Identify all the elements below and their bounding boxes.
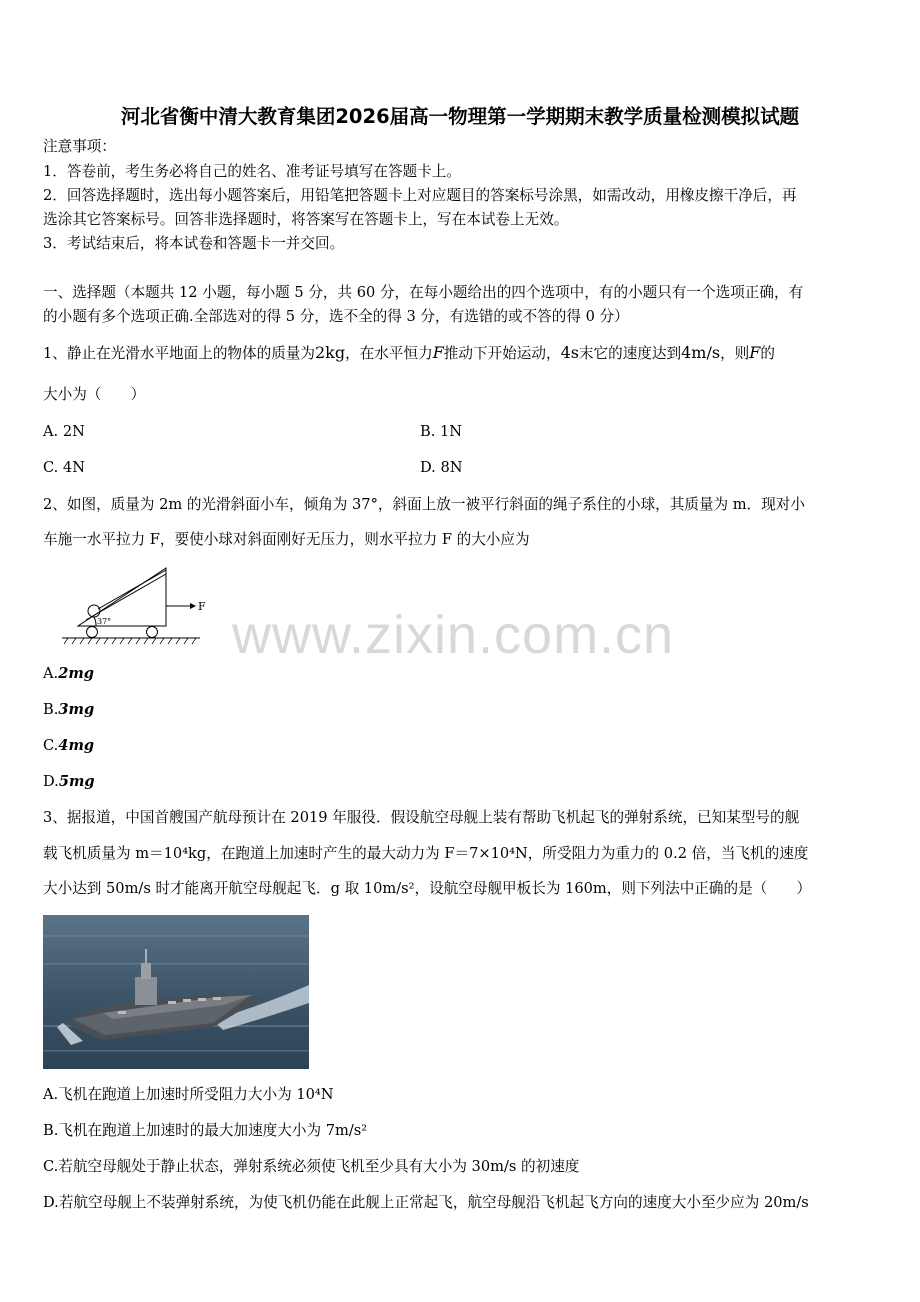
- q1-option-d: D. 8N: [420, 459, 463, 476]
- q1-force-2: F: [749, 343, 761, 362]
- incline-cart-figure: [60, 562, 220, 647]
- aircraft-carrier-photo: [43, 915, 309, 1069]
- q2-option-a: A.2mg: [43, 665, 94, 682]
- page-title: 河北省衡中清大教育集团2026届高一物理第一学期期末教学质量检测模拟试题: [120, 105, 800, 128]
- wheel-right: [147, 627, 158, 638]
- notice-item-1: 1．答卷前，考生务必将自己的姓名、准考证号填写在答题卡上。: [43, 163, 461, 180]
- q1-speed: 4m/s: [681, 343, 721, 362]
- angle-label: 37°: [97, 617, 112, 626]
- q1-text-a: 1、静止在光滑水平地面上的物体的质量为: [43, 345, 315, 362]
- q2-option-b: B.3mg: [43, 701, 95, 718]
- q1-option-b: B. 1N: [420, 423, 463, 440]
- q1-time: 4s: [560, 343, 579, 362]
- question-3-line-3: 大小达到 50m/s 时才能离开航空母舰起飞．g 取 10m/s²，设航空母舰甲板长为 160m，则下列法中正确的是（ ）: [43, 880, 812, 897]
- ground-hatch: [64, 638, 196, 644]
- q3-option-a: A.飞机在跑道上加速时所受阻力大小为 10⁴N: [43, 1086, 334, 1103]
- force-label: F: [198, 600, 206, 613]
- q2-option-d: D.5mg: [43, 773, 95, 790]
- rope: [98, 570, 166, 609]
- q1-mass: 2kg: [314, 343, 346, 362]
- force-arrowhead: [190, 603, 196, 609]
- watermark: www.zixin.com.cn: [232, 605, 675, 665]
- angle-arc: [94, 617, 96, 626]
- wheel-left: [87, 627, 98, 638]
- question-3-line-1: 3、据报道，中国首艘国产航母预计在 2019 年服役．假设航空母舰上装有帮助飞机起飞的弹射系统，已知某型号的舰: [43, 809, 800, 826]
- q1-text-c: 推动下开始运动，: [443, 345, 561, 362]
- question-2-line-2: 车施一水平拉力 F，要使小球对斜面刚好无压力，则水平拉力 F 的大小应为: [43, 531, 530, 548]
- notice-item-2: 2．回答选择题时，选出每小题答案后，用铅笔把答题卡上对应题目的答案标号涂黑，如需改动，用橡皮擦干净后，再: [43, 187, 797, 204]
- q1-text-b: ，在水平恒力: [345, 345, 433, 362]
- notice-heading: 注意事项：: [43, 138, 116, 155]
- section-instructions-2: 的小题有多个选项正确.全部选对的得 5 分，选不全的得 3 分，有选错的或不答的得 0 分）: [43, 308, 629, 325]
- q1-option-c: C. 4N: [43, 459, 85, 476]
- question-2-line-1: 2、如图，质量为 2m 的光滑斜面小车，倾角为 37°，斜面上放一被平行斜面的绳子系住的小球，其质量为 m．现对小: [43, 496, 805, 513]
- question-1-line-1: [43, 343, 775, 364]
- question-3-line-2: 载飞机质量为 m＝10⁴kg，在跑道上加速时产生的最大动力为 F＝7×10⁴N，所受阻力为重力的 0.2 倍，当飞机的速度: [43, 845, 809, 862]
- q1-text-d: 末它的速度达到: [578, 345, 682, 362]
- q1-text-f: 的: [760, 345, 775, 362]
- q3-option-d: D.若航空母舰上不装弹射系统，为使飞机仍能在此舰上正常起飞，航空母舰沿飞机起飞方向的速度大小至少应为 20m/s: [43, 1194, 809, 1211]
- q1-option-a: A. 2N: [43, 423, 85, 440]
- incline-inner-line: [86, 574, 166, 620]
- q1-force: F: [432, 343, 444, 362]
- question-1-line-2: 大小为（ ）: [43, 386, 146, 403]
- notice-item-3: 3．考试结束后，将本试卷和答题卡一并交回。: [43, 235, 345, 252]
- q3-option-b: B.飞机在跑道上加速时的最大加速度大小为 7m/s²: [43, 1122, 368, 1139]
- section-instructions-1: 一、选择题（本题共 12 小题，每小题 5 分，共 60 分，在每小题给出的四个选项中，有的小题只有一个选项正确，有: [43, 284, 804, 301]
- notice-item-2-cont: 选涂其它答案标号。回答非选择题时，将答案写在答题卡上，写在本试卷上无效。: [43, 211, 569, 228]
- q2-option-c: C.4mg: [43, 737, 95, 754]
- q3-option-c: C.若航空母舰处于静止状态，弹射系统必须使飞机至少具有大小为 30m/s 的初速度: [43, 1158, 580, 1175]
- q1-text-e: ，则: [720, 345, 750, 362]
